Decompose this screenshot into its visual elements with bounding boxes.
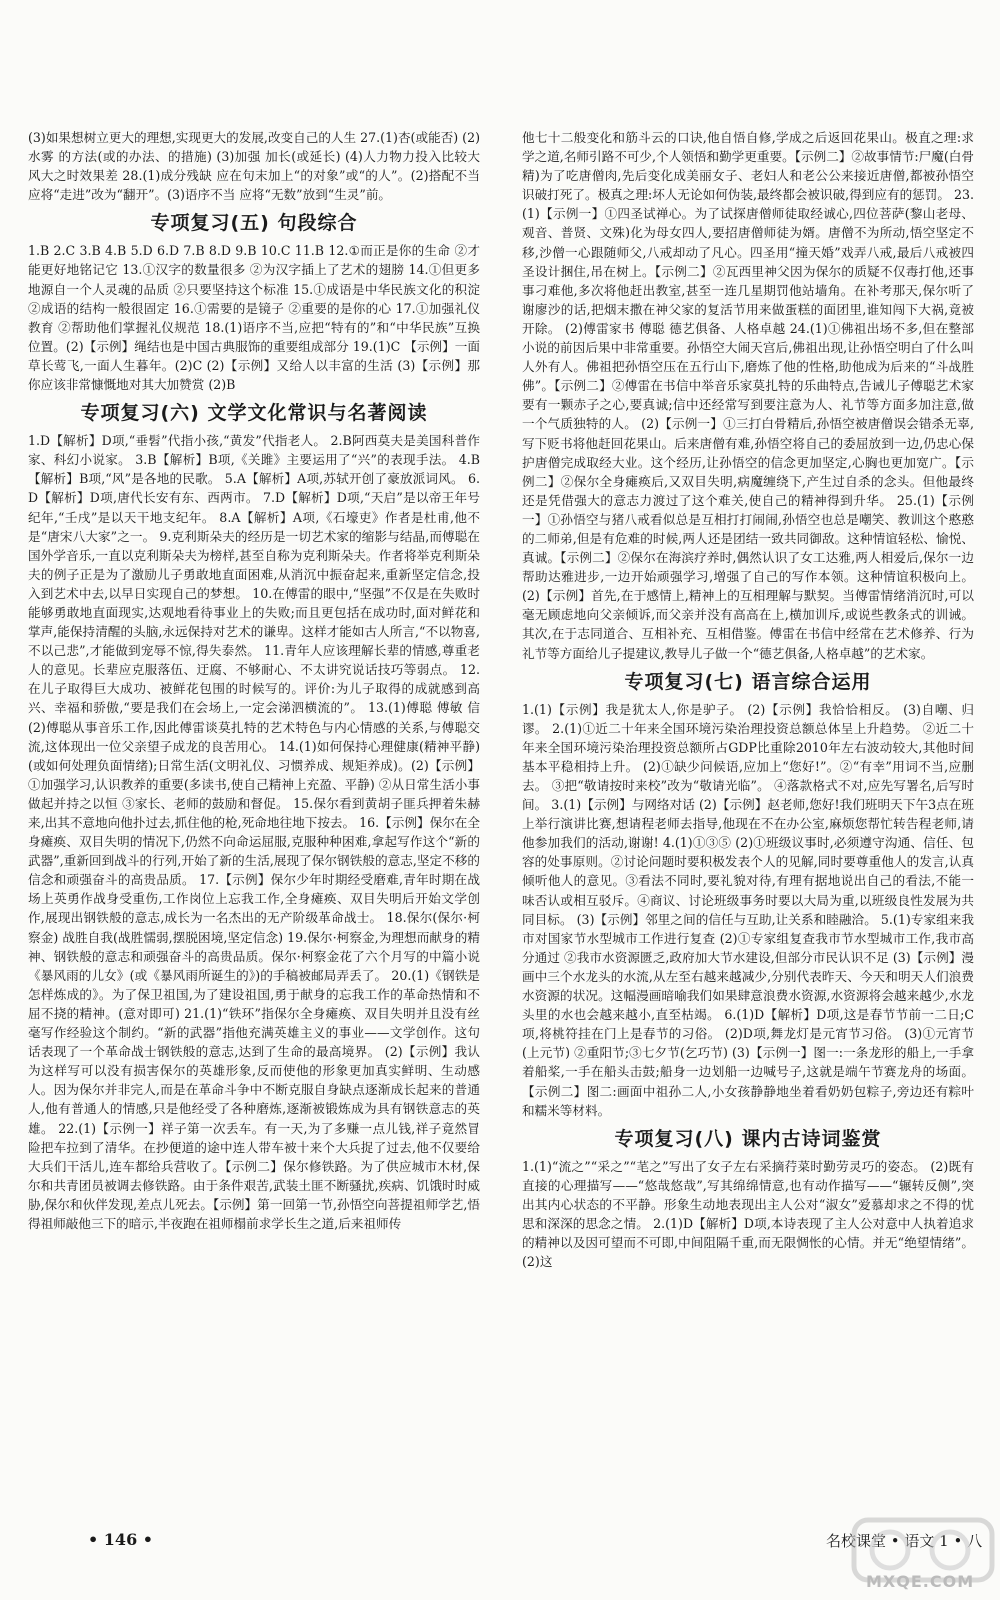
answer-paragraph: 1.(1)“流之”“采之”“芼之”写出了女子左右采摘荇菜时勤劳灵巧的姿态。 (2)既有直接的心理描写——“悠哉悠哉”,写其绵绵情意,也有动作描写——“辗转反侧”,突出其内心状态的不平静。形象生动地表现出主人公对“淑女”爱慕却求之不得的忧思和深深的思念之情。 2.(1)D【解析】D项,本诗表现了主人公对意中人执着追求的精神以及因可望而不可即,中间阻隔千重,而无限惆怅的心情。并无“绝望情绪”。 (2)这 xyxy=(522,1158,974,1270)
answer-paragraph: 1.(1)【示例】我是犹太人,你是驴子。 (2)【示例】我恰恰相反。 (3)自嘲、归谬。 2.(1)①近二十年来全国环境污染治理投资总额总体呈上升趋势。 ②近二十年来全国环境污染治理投资总额所占GDP比重除2010年左右波动较大,其他时间基本平稳相持上升。 (2)①缺少问候语,应加上“您好!”。②“有幸”用词不当,应删去。 ③把“敬请按时来校”改为“敬请光临”。 ④落款格式不对,应先写署名,后写时间。 3.(1)【示例】与网络对话 (2)【示例】赵老师,您好!我们班明天下午3点在班上举行演讲比赛,想请程老师去指导,他现在不在办公室,麻烦您帮忙转告程老师,请他参加我们的活动,谢谢! 4.(1)①③⑤ (2)①班级议事时,必须遵守沟通、信任、包容的处事原则。②讨论问题时要积极发表个人的见解,同时要尊重他人的发言,认真倾听他人的意见。③看法不同时,要礼貌对待,有理有据地说出自己的看法,不能一味否认或相互驳斥。④商议、讨论班级事务时要以大局为重,以班级良性发展为共同目标。 (3)【示例】邻里之间的信任与互助,让关系和睦融洽。 5.(1)专家组来我市对国家节水型城市工作进行复查 (2)①专家组复查我市节水型城市工作,我市高分通过 ②我市水资源匮乏,政府加大节水建设,但部分市民认识不足 (3)【示例】漫画中三个水龙头的水流,从左至右越来越减少,分别代表昨天、今天和明天人们浪费水资源的状况。这幅漫画暗喻我们如果肆意浪费水资源,水资源将会越来越少,水龙头里的水也会越来越小,直至枯竭。 6.(1)D【解析】D项,这是春节节前一二日;C项,将桃符挂在门上是春节的习俗。 (2)D项,舞龙灯是元宵节习俗。 (3)①元宵节(上元节) ②重阳节;③七夕节(乞巧节) (3)【示例一】图一:一条龙形的船上,一手拿着船桨,一手在船头击鼓;船身一边划船一边喊号子,这就是端午节赛龙舟的场面。【示例二】图二:画面中祖孙二人,小女孩静静地坐着看奶奶包粽子,旁边还有粽叶和糯米等材料。 xyxy=(522,701,974,1118)
answer-paragraph: 1.D【解析】D项,“垂髫”代指小孩,“黄发”代指老人。 2.B阿西莫夫是美国科普作家、科幻小说家。 3.B【解析】B项,《关雎》主要运用了“兴”的表现手法。 4.B【解析】B项,“风”是各地的民歌。 5.A【解析】A项,苏轼开创了豪放派词风。 6.D【解析】D项,唐代长安有东、西两市。 7.D【解析】D项,“天启”是以帝王年号纪年,“壬戌”是以天干地支纪年。 8.A【解析】A项,《石壕吏》作者是杜甫,他不是“唐宋八大家”之一。 9.克利斯朵夫的经历是一切艺术家的缩影与结晶,而傅聪在国外学音乐,一直以克利斯朵夫为榜样,甚至自称为克利斯朵夫。作者将举克利斯朵夫的例子正是为了激励儿子勇敢地直面困难,从消沉中振奋起来,重新坚定信念,投入到艺术中去,以早日实现自己的梦想。 10.在傅雷的眼中,“坚强”不仅是在失败时能够勇敢地直面现实,达观地看待事业上的失败;而且更包括在成功时,面对鲜花和掌声,能保持清醒的头脑,永远保持对艺术的谦卑。这样才能如古人所言,“不以物喜,不以己悲”,才能做到宠辱不惊,得失泰然。 11.青年人应该理解长辈的情感,尊重老人的意见。长辈应克服落伍、迂腐、不够耐心、不太讲究说话技巧等弱点。 12.在儿子取得巨大成功、被鲜花包围的时候写的。评价:为儿子取得的成就感到高兴、幸福和骄傲,“要是我们在会场上,一定会涕泗横流的”。 13.(1)傅聪 傅敏 信 (2)傅聪从事音乐工作,因此傅雷谈莫扎特的艺术特色与内心情感的关系,与傅聪交流,这体现出一位父亲望子成龙的良苦用心。 14.(1)如何保持心理健康(精神平静)(或如何处理负面情绪);日常生活(文明礼仪、习惯养成、规矩养成)。(2)【示例】①加强学习,认识教养的重要(多读书,使自己精神上充盈、平静) ②从日常生活小事做起并持之以恒 ③家长、老师的鼓励和督促。 15.保尔看到黄胡子匪兵押着朱赫来,出其不意地向他扑过去,抓住他的枪,死命地往地下按去。 16.【示例】保尔在全身瘫痪、双目失明的情况下,仍然不向命运屈服,克服种种困难,拿起写作这个“新的武器”,重新回到战斗的行列,开始了新的生活,展现了保尔钢铁般的意志,坚定不移的信念和顽强奋斗的高贵品质。 17.【示例】保尔少年时期经受磨难,青年时期在战场上英勇作战身受重伤,工作岗位上忘我工作,全身瘫痪、双目失明后开始文学创作,展现出钢铁般的意志,成长为一名杰出的无产阶级革命战士。 18.保尔(保尔·柯察金) 战胜自我(战胜懦弱,摆脱困境,坚定信念) 19.保尔·柯察金,为理想而献身的精神、钢铁般的意志和顽强奋斗的高贵品质。保尔·柯察金花了六个月写的中篇小说《暴风雨的儿女》(或《暴风雨所诞生的》)的手稿被邮局弄丢了。 20.(1)《钢铁是怎样炼成的》。为了保卫祖国,为了建设祖国,勇于献身的忘我工作的革命热情和不屈不挠的精神。(意对即可) 21.(1)“铁环”指保尔全身瘫痪、双目失明并且没有丝毫写作经验这个制约。“新的武器”指他充满英雄主义的事业——文学创作。这句话表现了一个革命战士钢铁般的意志,达到了生命的最高境界。 (2)【示例】我认为这样写可以没有损害保尔的英雄形象,反而使他的形象更加真实鲜明、生动感人。因为保尔并非完人,而是在革命斗争中不断克服自身缺点逐渐成长起来的普通人,他有普通人的情感,只是他经受了各种磨炼,逐渐被锻炼成为具有钢铁意志的英雄。 22.(1)【示例一】祥子第一次丢车。有一天,为了多赚一点儿钱,祥子竟然冒险把车拉到了清华。在抄便道的途中连人带车被十来个大兵捉了过去,他不仅要给大兵们干活儿,连车都给兵营收了。【示例二】保尔修铁路。为了供应城市木材,保尔和共青团员被调去修铁路。由于条件艰苦,武装土匪不断骚扰,疾病、饥饿时时威胁,保尔和伙伴发现,差点儿死去。【示例】第一回第一节,孙悟空向菩提祖师学艺,悟得祖师敲他三下的暗示,半夜跑在祖师榻前求学长生之道,后来祖师传 xyxy=(28,433,480,1231)
footer-series-label: 名校课堂 • 语文 1 • 八 xyxy=(826,1532,983,1550)
page-number: • 146 • xyxy=(88,1530,153,1549)
answer-paragraph: 他七十二般变化和筋斗云的口诀,他自悟自修,学成之后返回花果山。极直之理:求学之道,名师引路不可少,个人领悟和勤学更重要。【示例二】②故事情节:尸魔(白骨精)为了吃唐僧肉,先后变化成美丽女子、老妇人和老公公来接近唐僧,都被孙悟空识破打死了。极真之理:坏人无论如何伪装,最终都会被识破,得到应有的惩罚。 23.(1)【示例一】①四圣试禅心。为了试探唐僧师徒取经诚心,四位菩萨(黎山老母、观音、普贤、文殊)化为母女四人,要招唐僧师徒为婿。唐僧不为所动,悟空坚定不移,沙僧一心跟随师父,八戒却动了凡心。四圣用“撞天婚”戏弄八戒,最后八戒被四圣设计捆住,吊在树上。【示例二】②瓦西里神父因为保尔的质疑不仅毒打他,还事事刁难他,多次将他赶出教室,甚至一连几星期罚他站墙角。在补考那天,保尔听了谢廖沙的话,把烟末撒在神父家的复活节用来做蛋糕的面团里,谁知闯下大祸,竟被开除。 (2)傅雷家书 傅聪 德艺俱备、人格卓越 24.(1)①佛祖出场不多,但在整部小说的前因后果中非常重要。孙悟空大闹天宫后,佛祖出现,让孙悟空明白了什么叫人外有人。佛祖把孙悟空压在五行山下,磨炼了他的性格,助他成为后来的“斗战胜佛”。【示例二】②傅雷在书信中举音乐家莫扎特的乐曲特点,告诫儿子傅聪艺术家要有一颗赤子之心,要真诚;信中还经常写到要注意为人、礼节等方面多加注意,做一个气质独特的人。 (2)【示例一】①三打白骨精后,孙悟空被唐僧误会错杀无辜,写下贬书将他赶回花果山。后来唐僧有难,孙悟空将自己的委屈放到一边,仍忠心保护唐僧完成取经大业。这个经历,让孙悟空的信念更加坚定,心胸也更加宽广。【示例二】②保尔全身瘫痪后,又双目失明,病魔缠绕下,产生过自杀的念头。但他最终还是凭借强大的意志力渡过了这个难关,使自己的精神得到升华。 25.(1)【示例一】①孙悟空与猪八戒看似总是互相打打闹闹,孙悟空也总是嘲笑、教训这个憨憨的二师弟,但是有危难的时候,两人还是团结一致共同御敌。这种情谊轻松、愉悦、真诚。【示例二】②保尔在海滨疗养时,偶然认识了女工达雅,两人相爱后,保尔一边帮助达雅进步,一边开始顽强学习,增强了自己的写作本领。这种情谊积极向上。 (2)【示例】首先,在于感情上,精神上的互相理解与默契。当傅雷情绪消沉时,可以毫无顾虑地向父亲倾诉,而父亲并没有高高在上,横加训斥,或说些教条式的训诫。其次,在于志同道合、互相补充、互相借鉴。傅雷在书信中经常在艺术修养、行为礼节等方面给儿子提建议,教导儿子做一个“德艺俱备,人格卓越”的艺术家。 xyxy=(522,130,974,661)
left-column xyxy=(28,128,480,1233)
answer-paragraph: (3)如果想树立更大的理想,实现更大的发展,改变自己的人生 27.(1)杏(或能否) (2)水雾 的方法(或的办法、的措施) (3)加强 加长(或延长) (4)人力物力投入比较大 风大之时效果差 28.(1)成分残缺 应在句末加上“的对象”或“的人”。(2)搭配不当 应将“走进”改为“翻开”。(3)语序不当 应将“无数”放到“生灵”前。 xyxy=(28,130,481,203)
watermark-url: MXQE.COM xyxy=(866,1572,975,1591)
section-heading: 专项复习(五) 句段综合 xyxy=(150,212,358,235)
right-column xyxy=(522,128,974,1271)
section-heading: 专项复习(六) 文学文化常识与名著阅读 xyxy=(80,402,428,425)
section-heading: 专项复习(七) 语言综合运用 xyxy=(624,670,872,693)
answer-paragraph: 1.B 2.C 3.B 4.B 5.D 6.D 7.B 8.D 9.B 10.C 11.B 12.①而正是你的生命 ②才能更好地铭记它 13.①汉字的数量很多 ②为汉字插上了艺术的翅膀 14.①但更多地源自一个人灵魂的品质 ②只要坚持这个标准 15.①成语是中华民族文化的积淀 ②成语的结构一般很固定 16.①需要的是镜子 ②重要的是你的心 17.①加强礼仪教育 ②帮助他们掌握礼仪规范 18.(1)语序不当,应把“特有的”和“中华民族”互换位置。(2)【示例】绳结也是中国古典服饰的重要组成部分 19.(1)C 【示例】一面草长莺飞,一面人生暮年。(2)C (2)【示例】又给人以丰富的生活 (3)【示例】那你应该非常慷慨地对其大加赞赏 (2)B xyxy=(28,243,480,393)
section-heading: 专项复习(八) 课内古诗词鉴赏 xyxy=(614,1127,882,1150)
